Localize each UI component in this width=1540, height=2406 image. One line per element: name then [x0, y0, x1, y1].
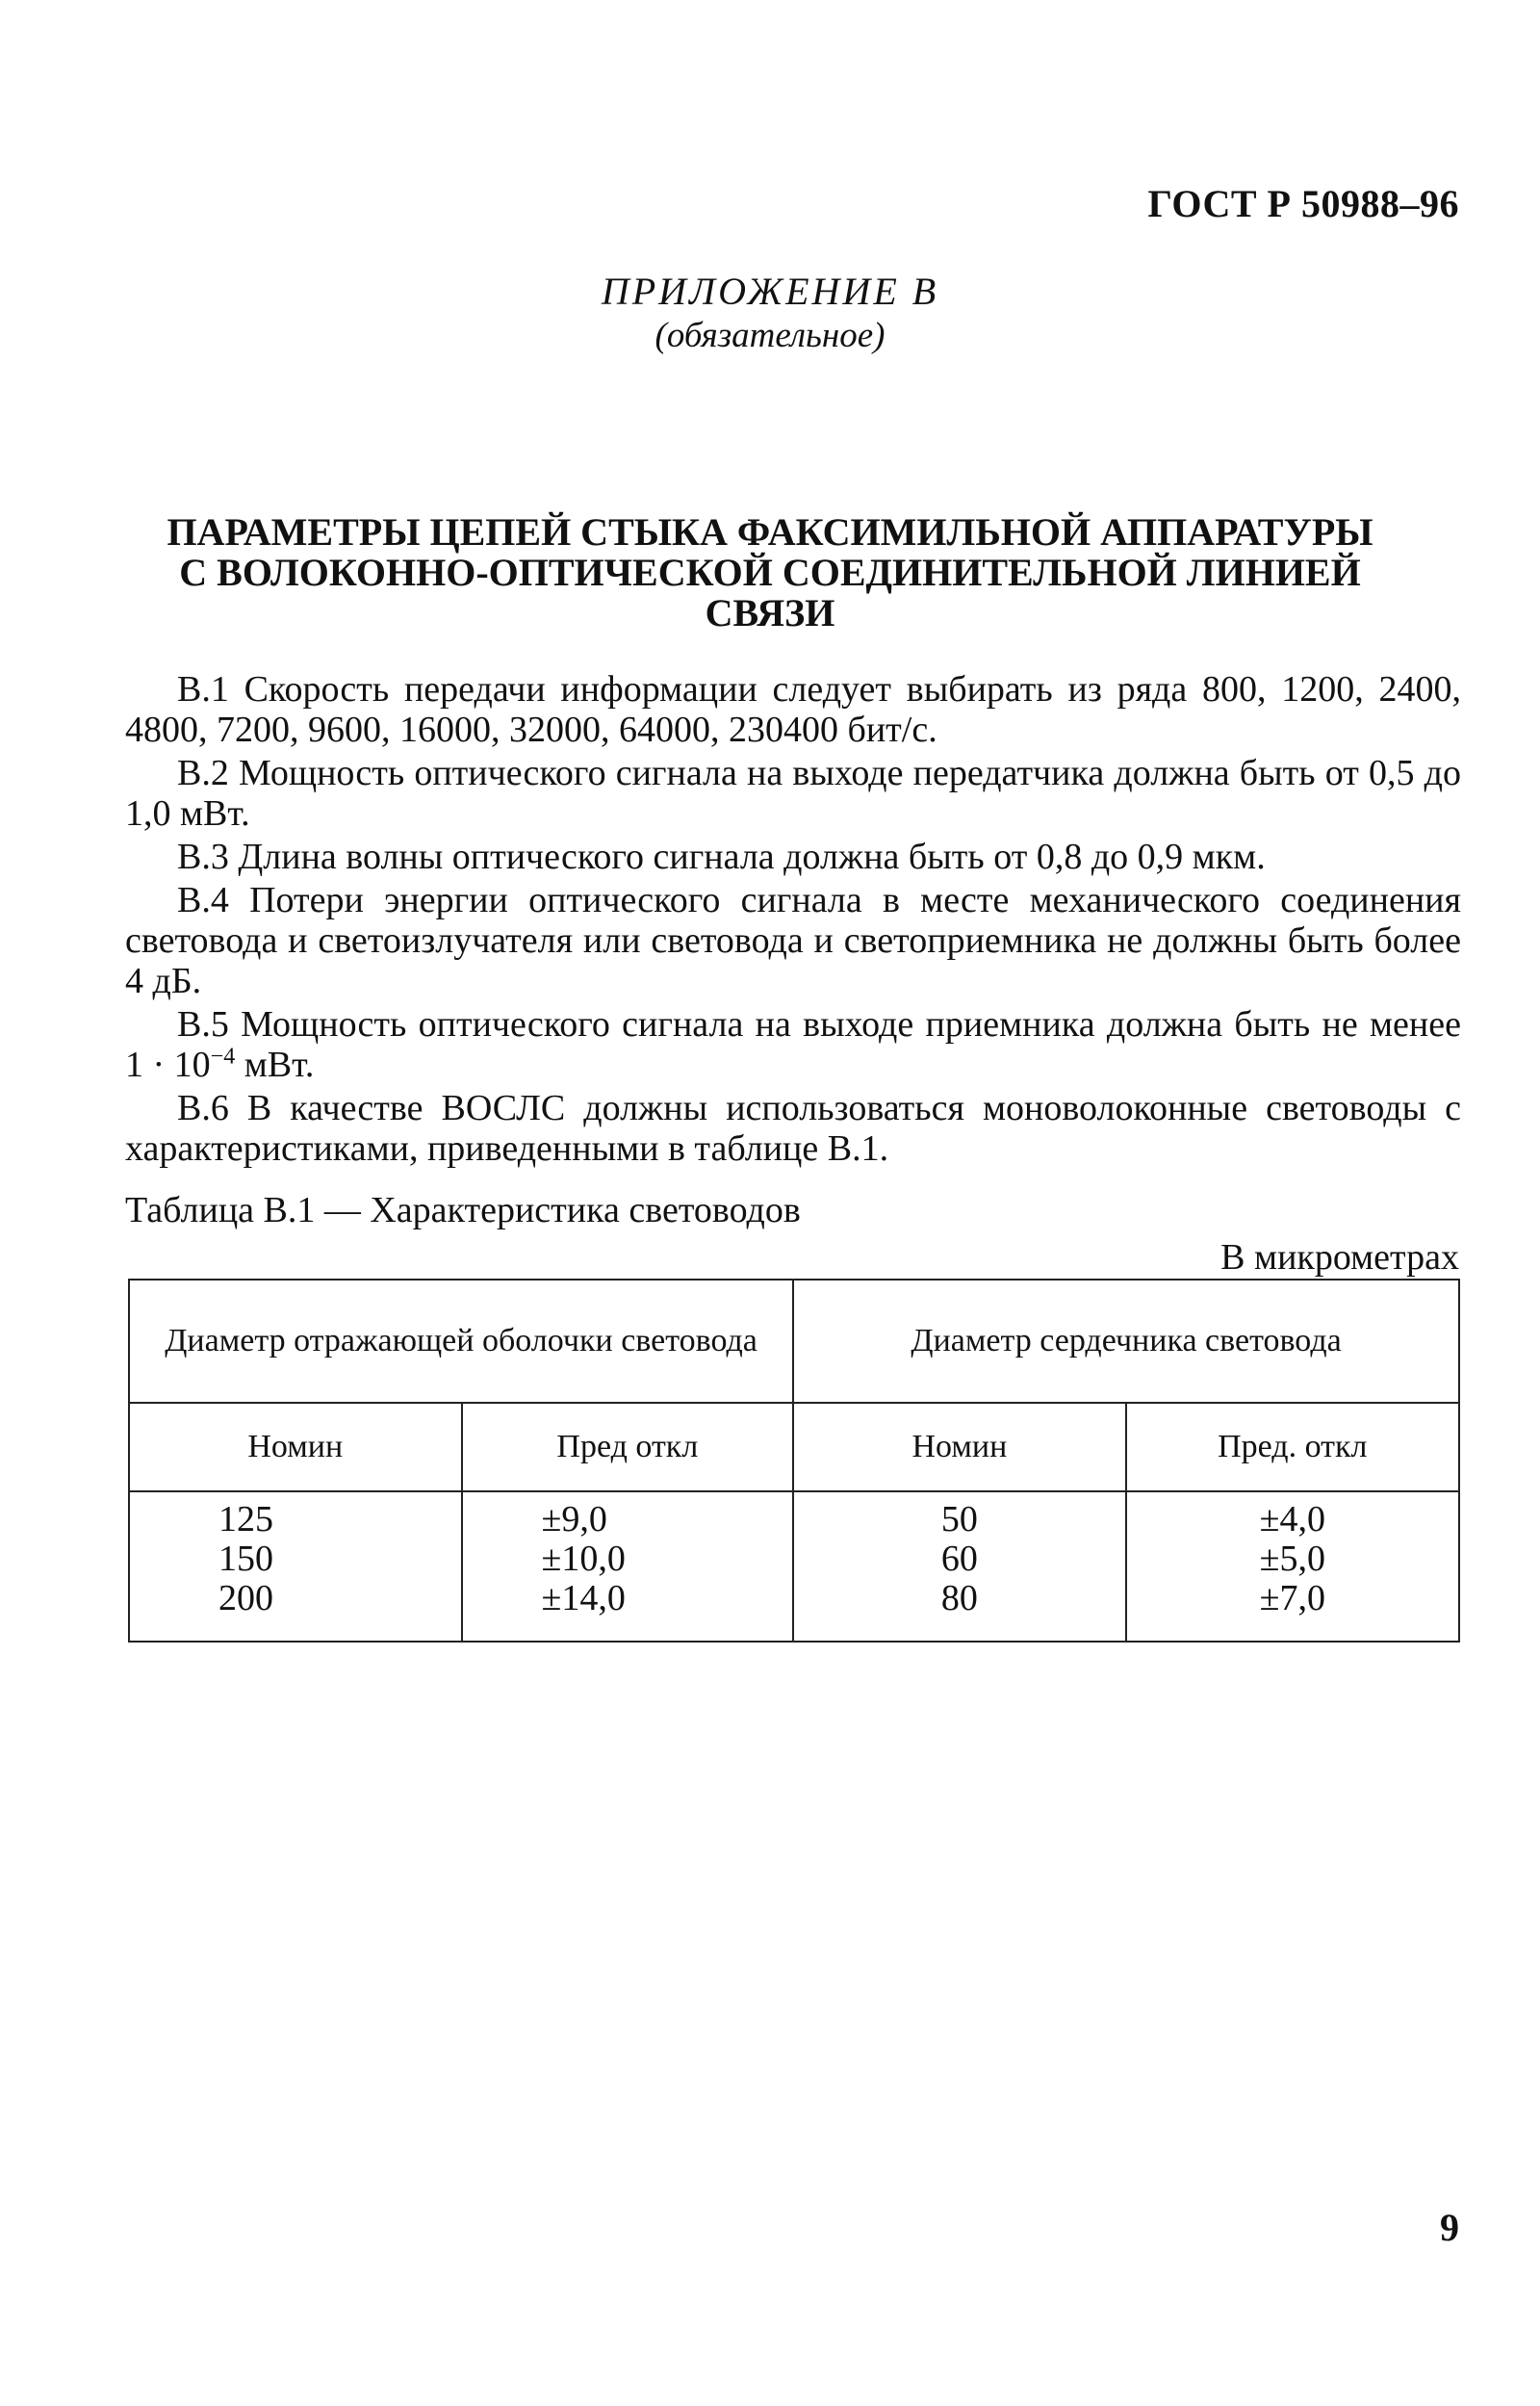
cell-value: ±10,0: [541, 1539, 626, 1579]
page-title: [144, 512, 1396, 634]
cell-value: 80: [940, 1578, 978, 1618]
cladding-tolerance-header: Пред откл: [462, 1403, 794, 1491]
cell-value: 125: [218, 1499, 273, 1539]
cell-value: ±4,0: [1259, 1499, 1325, 1539]
page-number: 9: [1440, 2206, 1459, 2249]
appendix-heading: [0, 270, 1540, 358]
cladding-nominal-header: Номин: [129, 1403, 462, 1491]
paragraph-b2: В.2 Мощность оптического сигнала на выходе передатчика должна быть от 0,5 до 1,0 мВт.: [125, 753, 1461, 834]
paragraph-b3: В.3 Длина волны оптического сигнала должна быть от 0,8 до 0,9 мкм.: [177, 837, 1266, 877]
cell-value: ±9,0: [541, 1499, 607, 1539]
cladding-tolerance-cell: [462, 1491, 794, 1642]
cell-value: 150: [218, 1539, 273, 1579]
cladding-diameter-header: Диаметр отражающей оболочки световода: [129, 1280, 793, 1403]
core-tolerance-cell: [1126, 1491, 1459, 1642]
table-subheader-row: [129, 1403, 1459, 1491]
core-tolerance-header: Пред. откл: [1126, 1403, 1459, 1491]
paragraph-b6: В.6 В качестве ВОСЛС должны использоваться моноволоконные световоды с характеристиками, приведенными в таблице В.1.: [125, 1088, 1461, 1169]
title-line: ПАРАМЕТРЫ ЦЕПЕЙ СТЫКА ФАКСИМИЛЬНОЙ АППАРАТУРЫ: [167, 510, 1373, 554]
cell-value: ±7,0: [1259, 1578, 1325, 1618]
core-nominal-cell: [793, 1491, 1125, 1642]
exponent: −4: [210, 1044, 236, 1070]
cell-value: 60: [940, 1539, 978, 1579]
title-line: СВЯЗИ: [705, 591, 835, 634]
cell-value: 50: [940, 1499, 978, 1539]
core-nominal-header: Номин: [793, 1403, 1125, 1491]
table-caption: Таблица В.1 — Характеристика световодов: [125, 1190, 801, 1230]
appendix-subtitle: (обязательное): [654, 316, 886, 355]
paragraph-b4: В.4 Потери энергии оптического сигнала в месте механического соединения световода и светоизлучателя или световода и светоприемника не должны быть более 4 дБ.: [125, 880, 1461, 1001]
core-diameter-header: Диаметр сердечника световода: [793, 1280, 1459, 1403]
paragraph-b5: [125, 1004, 1461, 1085]
document-code: ГОСТ Р 50988–96: [1147, 182, 1459, 225]
cladding-nominal-cell: [129, 1491, 462, 1642]
table-header-row: [129, 1280, 1459, 1403]
paragraph-b1: В.1 Скорость передачи информации следует выбирать из ряда 800, 1200, 2400, 4800, 7200, 9600, 16000, 32000, 64000, 230400 бит/с.: [125, 669, 1461, 750]
cell-value: ±5,0: [1259, 1539, 1325, 1579]
fiber-characteristics-table: [128, 1279, 1460, 1643]
paragraph-b5-text: В.5 Мощность оптического сигнала на выходе приемника должна быть не менее 1 · 10: [125, 1004, 1461, 1085]
table-row: [129, 1491, 1459, 1642]
body-text: [125, 669, 1461, 1172]
cell-value: 200: [218, 1578, 273, 1618]
title-line: С ВОЛОКОННО-ОПТИЧЕСКОЙ СОЕДИНИТЕЛЬНОЙ ЛИНИЕЙ: [179, 551, 1361, 594]
table-units: В микрометрах: [1220, 1237, 1459, 1278]
paragraph-b5-unit: мВт.: [235, 1045, 315, 1085]
cell-value: ±14,0: [541, 1578, 626, 1618]
appendix-title: ПРИЛОЖЕНИЕ В: [601, 270, 939, 313]
